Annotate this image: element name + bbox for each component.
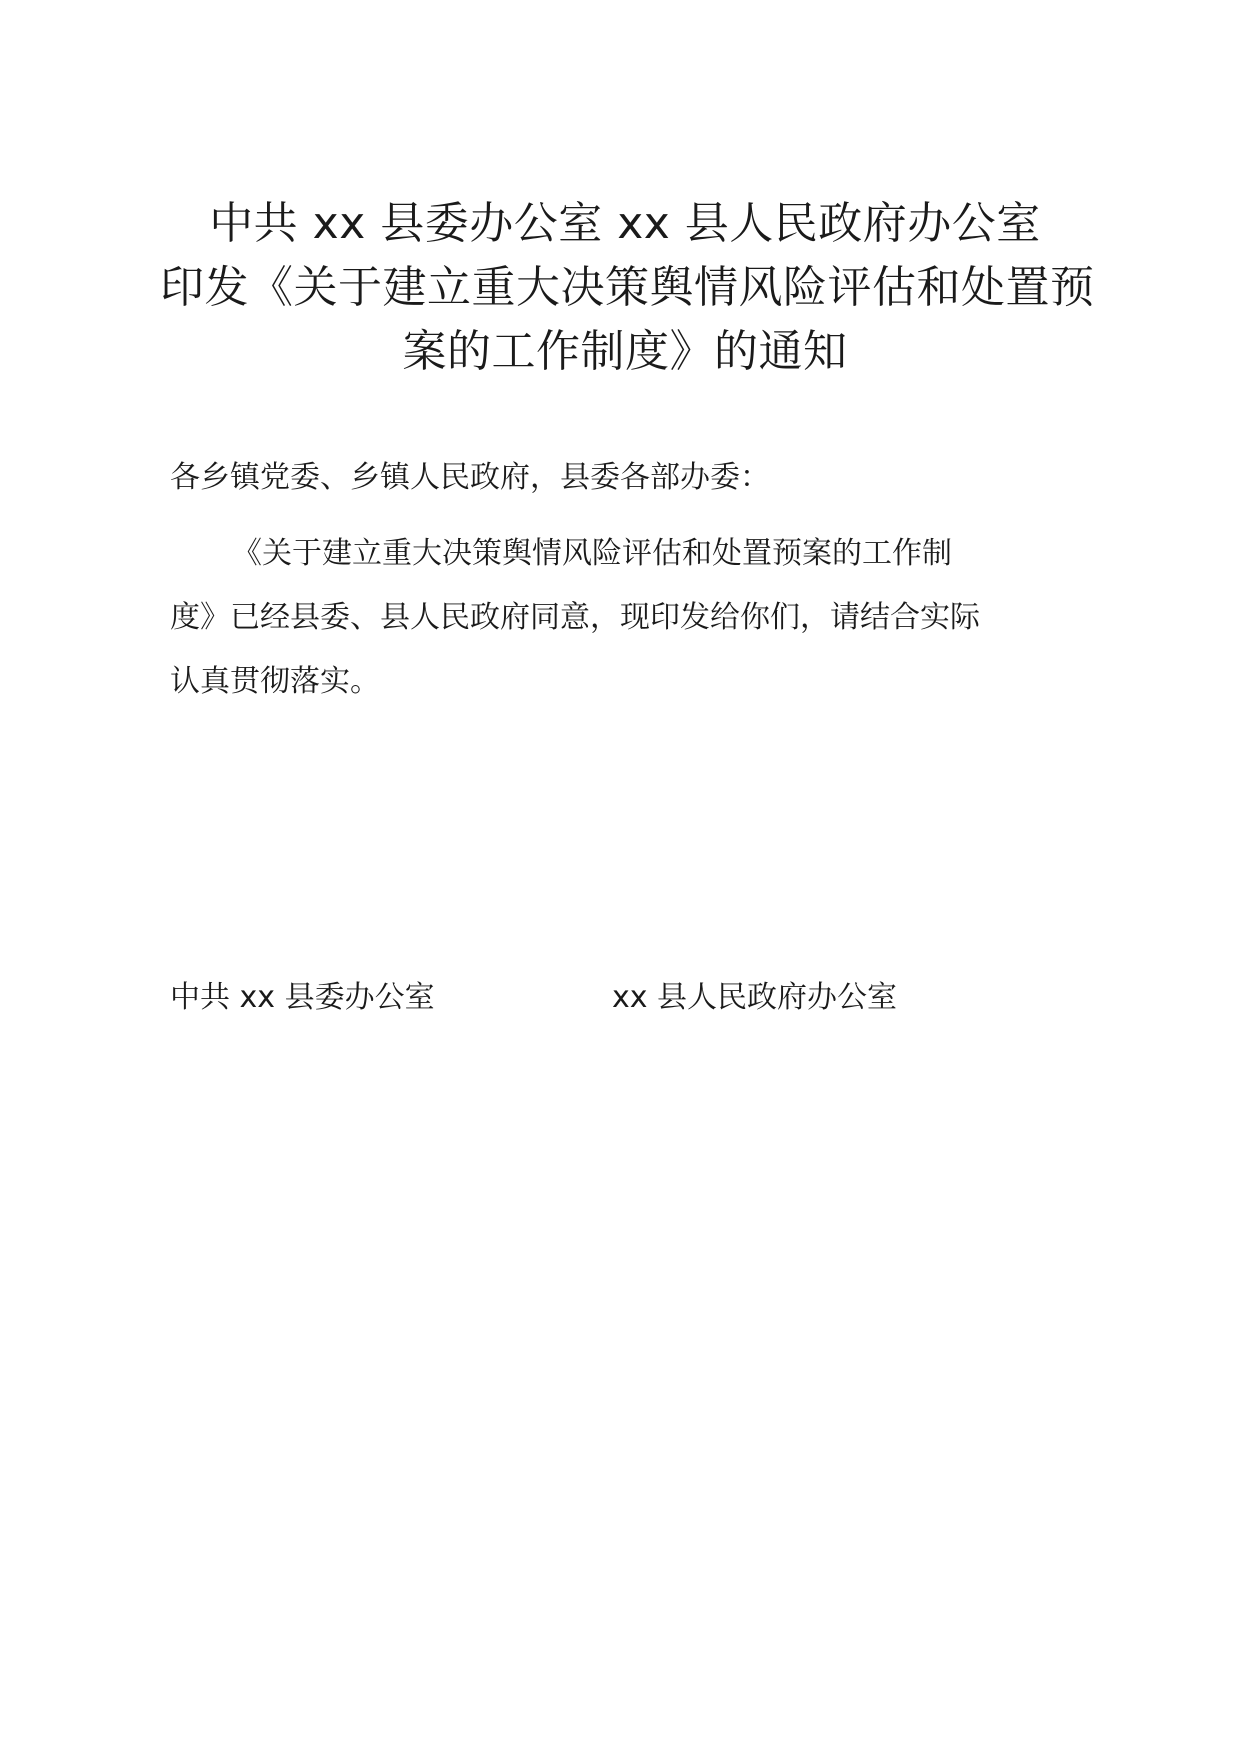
title-line-1: 中共 xx 县委办公室 xx 县人民政府办公室 (209, 198, 1041, 249)
signature-left: 中共 xx 县委办公室 (170, 980, 435, 1015)
title-line-3: 案的工作制度》的通知 (402, 326, 848, 377)
body-paragraph (170, 522, 1100, 714)
body-line-3: 认真贯彻落实。 (170, 664, 380, 699)
document-title (160, 192, 1095, 384)
signature-right: xx 县人民政府办公室 (612, 980, 898, 1015)
salutation: 各乡镇党委、乡镇人民政府，县委各部办委： (170, 460, 770, 495)
body-line-2: 度》已经县委、县人民政府同意，现印发给你们，请结合实际 (170, 600, 980, 635)
body-line-1: 《关于建立重大决策舆情风险评估和处置预案的工作制 (232, 536, 952, 571)
title-line-2: 印发《关于建立重大决策舆情风险评估和处置预 (160, 262, 1095, 313)
